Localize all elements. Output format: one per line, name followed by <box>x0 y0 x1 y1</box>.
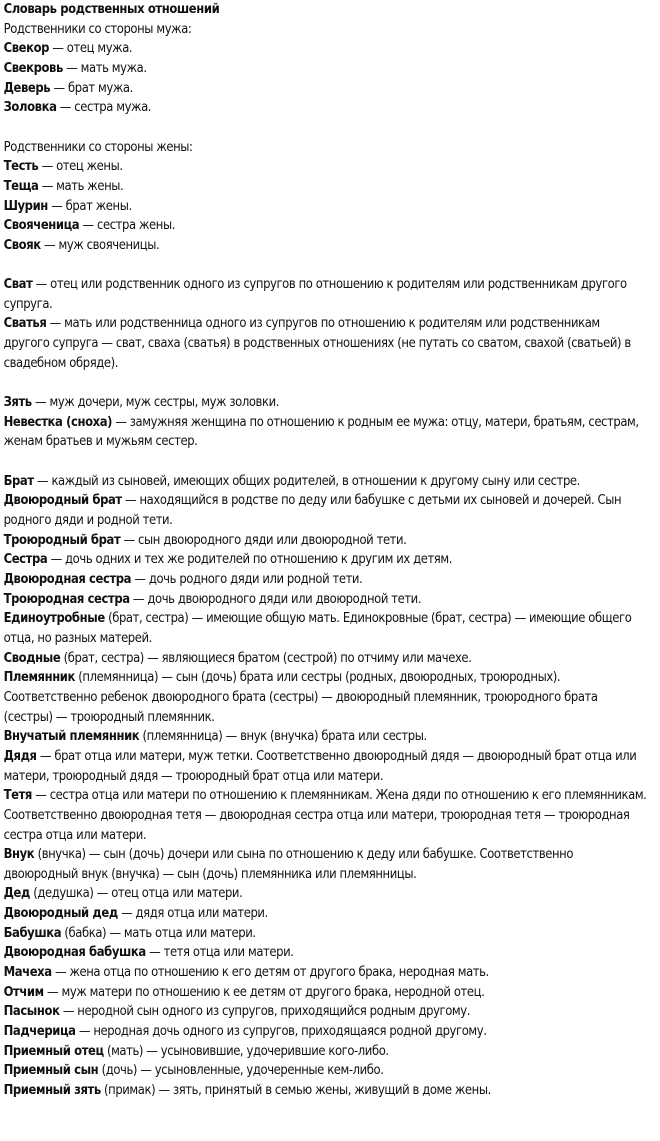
dictionary-entry <box>4 275 648 314</box>
entry-definition: — отец жены. <box>38 159 123 175</box>
dictionary-entry <box>4 727 648 747</box>
entry-term: Брат <box>3 473 34 489</box>
entry-term: Приемный сын <box>3 1063 99 1079</box>
entry-term: Падчерица <box>3 1024 76 1040</box>
entry-definition: — дядя отца или матери. <box>117 906 268 922</box>
dictionary-entry <box>4 924 648 944</box>
entry-definition: (бабка) — мать отца или матери. <box>61 925 256 941</box>
entry-definition: (племянница) — сын (дочь) брата или сестры (родных, двоюродных, троюродных). Соответственно ребенок двоюродного брата (сестры) — двоюродный племянник, троюродного брата (сестры) — троюродный племянник. <box>3 670 598 725</box>
dictionary-entry <box>4 79 648 99</box>
entry-definition: — мать или родственница одного из супругов по отношению к родителям или родственникам другого супруга — сват, сваха (сватья) в родственных отношениях (не путать со сватом, свахой (сватьей) в свадебном обряде). <box>3 316 631 371</box>
entry-term: Тесть <box>3 159 39 175</box>
section-gap <box>4 118 648 138</box>
dictionary-entry <box>4 983 648 1003</box>
entry-term: Двоюродная бабушка <box>3 945 146 961</box>
entry-definition: (дочь) — усыновленные, удочеренные кем-либо. <box>98 1063 384 1079</box>
dictionary-entry <box>4 884 648 904</box>
dictionary-entry <box>4 609 648 648</box>
dictionary-entry <box>4 1022 648 1042</box>
entry-definition: — отец мужа. <box>49 41 133 57</box>
entry-definition: — каждый из сыновей, имеющих общих родителей, в отношении к другому сыну или сестре. <box>33 473 580 489</box>
entry-term: Отчим <box>3 984 44 1000</box>
entry-list <box>4 20 648 1101</box>
section-gap <box>4 373 648 393</box>
entry-term: Двоюродный дед <box>3 906 118 922</box>
entry-definition: — дочь одних и тех же родителей по отношению к другим их детям. <box>47 552 452 568</box>
section-gap <box>4 452 648 472</box>
entry-term: Свекровь <box>3 60 63 76</box>
entry-term: Теща <box>3 178 39 194</box>
dictionary-entry <box>4 472 648 492</box>
entry-term: Золовка <box>3 100 57 116</box>
entry-definition: — брат мужа. <box>50 80 133 96</box>
dictionary-entry <box>4 216 648 236</box>
entry-definition: — находящийся в родстве по деду или бабушке с детьми их сыновей и дочерей. Сын родного дяди и родной тети. <box>3 493 622 528</box>
section-heading: Родственники со стороны жены: <box>3 139 193 155</box>
dictionary-entry <box>4 98 648 118</box>
dictionary-entry <box>4 550 648 570</box>
entry-term: Троюродный брат <box>3 532 121 548</box>
entry-term: Шурин <box>3 198 48 214</box>
entry-definition: — брат отца или матери, муж тетки. Соответственно двоюродный дядя — двоюродный брат отца или матери, троюродный дядя — троюродный брат отца или матери. <box>3 748 637 784</box>
entry-term: Свекор <box>3 41 50 57</box>
section-heading: Родственники со стороны мужа: <box>3 21 192 37</box>
entry-term: Внучатый племянник <box>3 729 140 745</box>
dictionary-entry <box>4 747 648 786</box>
dictionary-entry <box>4 668 648 727</box>
entry-term: Свояк <box>3 237 41 253</box>
entry-term: Сестра <box>3 552 48 568</box>
dictionary-entry <box>4 59 648 79</box>
entry-definition: — жена отца по отношению к его детям от другого брака, неродная мать. <box>51 965 489 981</box>
dictionary-entry <box>4 1081 648 1101</box>
entry-term: Двоюродный брат <box>3 493 122 509</box>
entry-term: Деверь <box>3 80 51 96</box>
entry-term: Пасынок <box>3 1004 60 1020</box>
dictionary-entry <box>4 236 648 256</box>
entry-term: Внук <box>3 847 35 863</box>
entry-term: Невестка (сноха) <box>3 414 113 430</box>
dictionary-entry <box>4 393 648 413</box>
entry-definition: (мать) — усыновившие, удочерившие кого-либо. <box>103 1043 389 1059</box>
dictionary-entry <box>4 531 648 551</box>
dictionary-entry <box>4 943 648 963</box>
entry-definition: — муж свояченицы. <box>40 237 160 253</box>
page-title: Словарь родственных отношений <box>3 2 220 17</box>
entry-term: Единоутробные <box>3 611 105 627</box>
dictionary-entry <box>4 177 648 197</box>
entry-definition: — мать жены. <box>38 178 124 194</box>
entry-definition: — неродная дочь одного из супругов, приходящаяся родной другому. <box>75 1024 487 1040</box>
entry-term: Мачеха <box>3 965 52 981</box>
entry-definition: (примак) — зять, принятый в семью жены, живущий в доме жены. <box>100 1083 491 1099</box>
entry-definition: (брат, сестра) — имеющие общую мать. Единокровные (брат, сестра) — имеющие общего отца, но разных матерей. <box>3 611 632 646</box>
entry-definition: (дедушка) — отец отца или матери. <box>29 886 243 902</box>
dictionary-entry <box>4 963 648 983</box>
entry-definition: — дочь родного дяди или родной тети. <box>131 571 363 587</box>
entry-term: Сватья <box>3 316 47 332</box>
entry-definition: — отец или родственник одного из супругов по отношению к родителям или родственникам другого супруга. <box>3 277 627 312</box>
entry-definition: — мать мужа. <box>62 60 147 76</box>
entry-term: Бабушка <box>3 925 62 941</box>
entry-definition: — муж матери по отношению к ее детям от другого брака, неродной отец. <box>43 984 485 1000</box>
entry-definition: — дочь двоюродного дяди или двоюродной тети. <box>129 591 422 607</box>
dictionary-entry <box>4 649 648 669</box>
dictionary-entry <box>4 1042 648 1062</box>
dictionary-entry <box>4 570 648 590</box>
dictionary-entry <box>4 157 648 177</box>
entry-definition: — сестра отца или матери по отношению к племянникам. Жена дяди по отношению к его племянникам. Соответственно двоюродная тетя — двоюродная сестра отца или матери, троюродная тетя — троюродная сестра отца или матери. <box>3 788 647 843</box>
entry-term: Троюродная сестра <box>3 591 130 607</box>
section-gap <box>4 256 648 276</box>
entry-definition: — тетя отца или матери. <box>145 945 294 961</box>
entry-definition: — брат жены. <box>47 198 132 214</box>
entry-term: Сват <box>3 277 33 293</box>
dictionary-entry <box>4 904 648 924</box>
entry-term: Зять <box>3 395 32 411</box>
entry-definition: — муж дочери, муж сестры, муж золовки. <box>31 395 280 411</box>
entry-definition: — неродной сын одного из супругов, приходящийся родным другому. <box>59 1004 471 1020</box>
entry-term: Дед <box>3 886 30 902</box>
entry-term: Сводные <box>3 650 61 666</box>
entry-definition: (брат, сестра) — являющиеся братом (сестрой) по отчиму или мачехе. <box>60 650 472 666</box>
entry-term: Тетя <box>3 788 32 804</box>
dictionary-entry <box>4 491 648 530</box>
dictionary-entry <box>4 197 648 217</box>
entry-definition: (внучка) — сын (дочь) дочери или сына по отношению к деду или бабушке. Соответственно двоюродный внук (внучка) — сын (дочь) племянника или племянницы. <box>3 847 574 882</box>
entry-term: Дядя <box>3 748 37 764</box>
dictionary-entry <box>4 786 648 845</box>
dictionary-entry <box>4 314 648 373</box>
entry-term: Двоюродная сестра <box>3 571 132 587</box>
dictionary-entry <box>4 845 648 884</box>
entry-term: Приемный зять <box>3 1083 101 1099</box>
dictionary-entry <box>4 413 648 452</box>
entry-term: Приемный отец <box>3 1043 104 1059</box>
entry-term: Свояченица <box>3 218 80 234</box>
entry-definition: — сестра жены. <box>79 218 175 234</box>
entry-definition: — сын двоюродного дяди или двоюродной тети. <box>120 532 407 548</box>
dictionary-entry <box>4 590 648 610</box>
dictionary-entry <box>4 1061 648 1081</box>
dictionary-entry <box>4 1002 648 1022</box>
entry-definition: — сестра мужа. <box>56 100 152 116</box>
entry-term: Племянник <box>3 670 76 686</box>
entry-definition: — замужняя женщина по отношению к родным ее мужа: отцу, матери, братьям, сестрам, женам братьев и мужьям сестер. <box>3 414 639 450</box>
entry-definition: (племянница) — внук (внучка) брата или сестры. <box>139 729 427 745</box>
dictionary-entry <box>4 39 648 59</box>
